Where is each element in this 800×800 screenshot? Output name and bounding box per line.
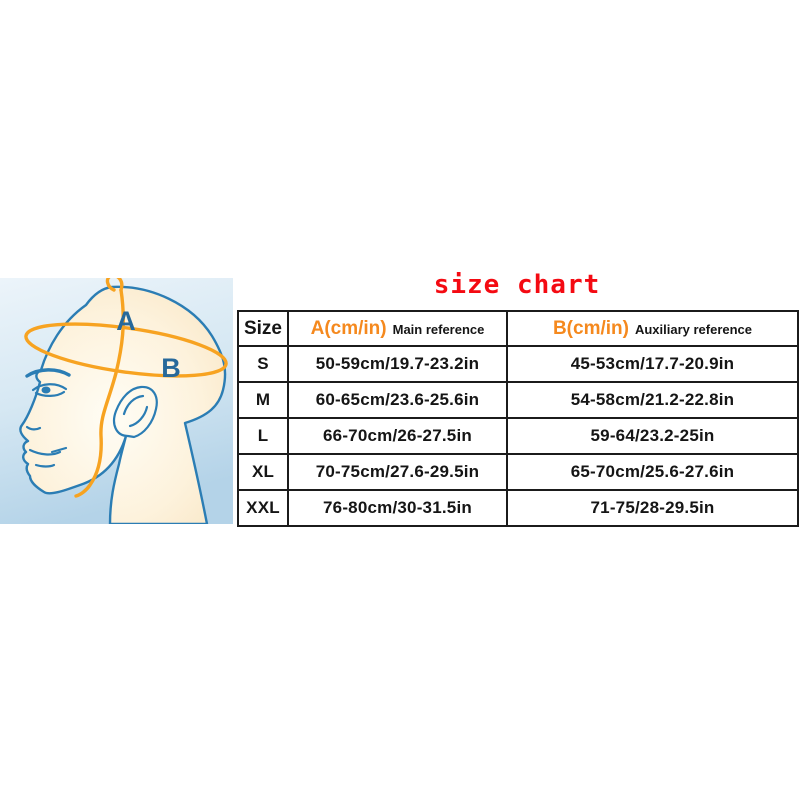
size-cell: L: [238, 418, 288, 454]
table-row: [238, 346, 798, 382]
header-b-note: Auxiliary reference: [634, 321, 753, 337]
label-a: A: [116, 306, 136, 336]
col-b-value: 65-70cm/25.6-27.6in: [507, 454, 798, 490]
header-col-b: [507, 311, 798, 346]
head-diagram-svg: [0, 278, 233, 524]
header-a-unit: A(cm/in): [310, 317, 387, 339]
col-a-value: 60-65cm/23.6-25.6in: [288, 382, 507, 418]
header-size: Size: [238, 311, 288, 346]
table-row: [238, 418, 798, 454]
header-col-a: [288, 311, 507, 346]
table-row: [238, 490, 798, 526]
header-a-note: Main reference: [392, 321, 485, 337]
size-cell: S: [238, 346, 288, 382]
eye-pupil: [42, 387, 51, 394]
col-b-value: 59-64/23.2-25in: [507, 418, 798, 454]
table-row: [238, 454, 798, 490]
col-a-value: 70-75cm/27.6-29.5in: [288, 454, 507, 490]
col-b-value: 54-58cm/21.2-22.8in: [507, 382, 798, 418]
head-measurement-diagram: [0, 278, 233, 524]
header-b-unit: B(cm/in): [552, 317, 629, 339]
col-b-value: 45-53cm/17.7-20.9in: [507, 346, 798, 382]
table-row: [238, 382, 798, 418]
col-a-value: 76-80cm/30-31.5in: [288, 490, 507, 526]
col-a-value: 66-70cm/26-27.5in: [288, 418, 507, 454]
label-b: B: [161, 353, 181, 383]
col-b-value: 71-75/28-29.5in: [507, 490, 798, 526]
col-a-value: 50-59cm/19.7-23.2in: [288, 346, 507, 382]
size-table: [237, 310, 799, 527]
size-cell: XXL: [238, 490, 288, 526]
size-cell: M: [238, 382, 288, 418]
table-header-row: [238, 311, 798, 346]
size-chart-title: size chart: [433, 270, 601, 300]
size-cell: XL: [238, 454, 288, 490]
